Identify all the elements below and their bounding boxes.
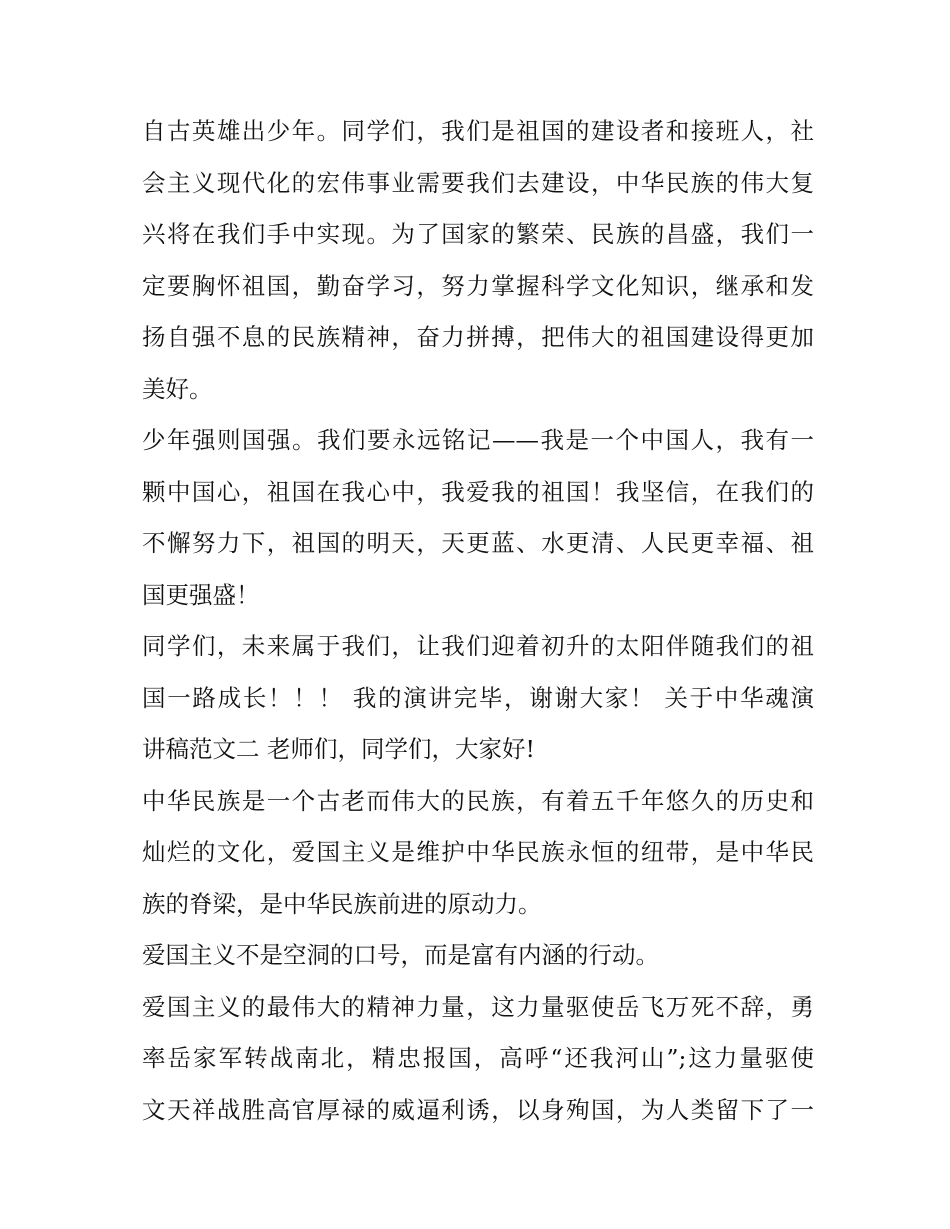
text-line: 灿烂的文化，爱国主义是维护中华民族永恒的纽带，是中华民 [142,838,814,866]
text-line: 率岳家军转战南北，精忠报国，高呼“还我河山”;这力量驱使 [142,1044,814,1072]
text-line: 中华民族是一个古老而伟大的民族，有着五千年悠久的历史和 [142,786,814,815]
text-line: 会主义现代化的宏伟事业需要我们去建设，中华民族的伟大复 [142,168,814,197]
text-line: 爱国主义的最伟大的精神力量，这力量驱使岳飞万死不辞，勇 [142,992,814,1021]
body-text [142,106,814,1136]
text-line: 定要胸怀祖国，勤奋学习，努力掌握科学文化知识，继承和发 [142,271,814,300]
text-line: 颗中国心，祖国在我心中，我爱我的祖国！我坚信，在我们的 [142,477,814,506]
text-line: 同学们，未来属于我们，让我们迎着初升的太阳伴随我们的祖 [142,632,814,660]
text-line: 扬自强不息的民族精神，奋力拼搏，把伟大的祖国建设得更加 [142,323,814,351]
text-line: 少年强则国强。我们要永远铭记——我是一个中国人，我有一 [142,426,814,454]
text-line: 自古英雄出少年。同学们，我们是祖国的建设者和接班人，社 [142,117,814,145]
text-line: 国更强盛！ [142,580,260,609]
text-line: 不懈努力下，祖国的明天，天更蓝、水更清、人民更幸福、祖 [142,529,814,557]
text-line: 国一路成长！！！ 我的演讲完毕，谢谢大家！ 关于中华魂演 [142,683,814,712]
text-line: 兴将在我们手中实现。为了国家的繁荣、民族的昌盛，我们一 [142,220,814,248]
text-line: 讲稿范文二 老师们，同学们，大家好! [142,735,535,763]
text-line: 族的脊梁，是中华民族前进的原动力。 [142,889,542,918]
text-line: 文天祥战胜高官厚禄的威逼利诱，以身殉国，为人类留下了一 [142,1095,814,1124]
text-line: 美好。 [142,374,213,403]
text-line: 爱国主义不是空洞的口号，而是富有内涵的行动。 [142,941,659,969]
